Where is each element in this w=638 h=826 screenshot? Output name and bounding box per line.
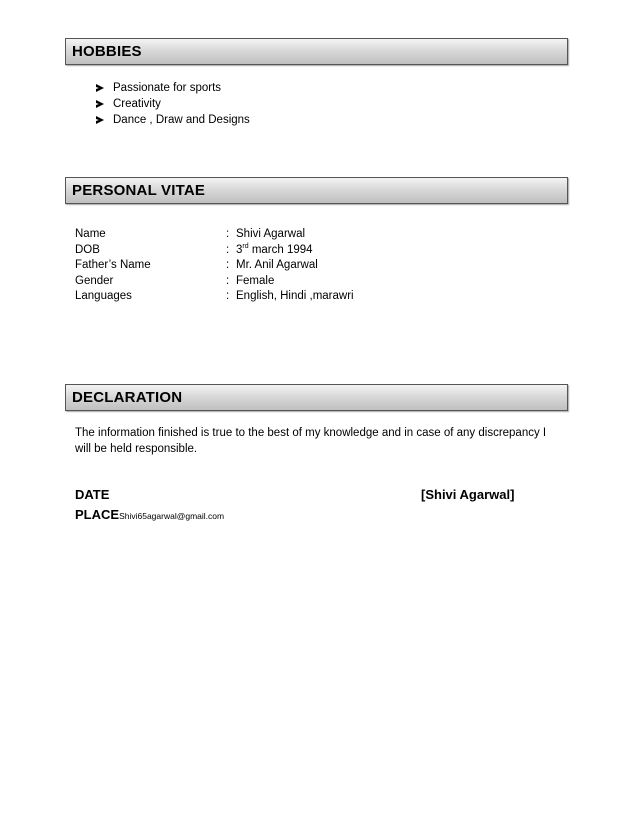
dob-rest: march 1994	[248, 243, 313, 256]
vitae-label: Name	[75, 228, 106, 240]
vitae-value	[236, 243, 313, 259]
vitae-label: Father’s Name	[75, 259, 151, 271]
list-item	[96, 112, 250, 128]
hobbies-list	[96, 80, 250, 128]
place-line	[75, 506, 224, 524]
vitae-value: Mr. Anil Agarwal	[236, 259, 318, 271]
vitae-value: Shivi Agarwal	[236, 228, 306, 240]
vitae-colon: :	[226, 259, 230, 271]
dob-day: 3	[236, 243, 243, 256]
arrowhead-bullet-icon	[96, 84, 104, 92]
vitae-label: DOB	[75, 243, 100, 256]
vitae-value: Female	[236, 274, 275, 287]
list-item	[96, 80, 250, 96]
arrowhead-bullet-icon	[96, 116, 104, 124]
declaration-text: The information finished is true to the best of my knowledge and in case of any discrepancy I will be held responsible.	[75, 427, 547, 455]
hobby-text: Dance , Draw and Designs	[113, 114, 250, 126]
vitae-colon: :	[226, 274, 230, 287]
vitae-label: Gender	[75, 274, 114, 287]
arrowhead-bullet-icon	[96, 100, 104, 108]
hobby-text: Passionate for sports	[113, 82, 222, 94]
place-email: Shivi65agarwal@gmail.com	[119, 511, 225, 521]
list-item	[96, 96, 250, 112]
date-label: DATE	[75, 487, 110, 502]
signature-name: [Shivi Agarwal]	[421, 487, 515, 502]
personal-vitae-title: PERSONAL VITAE	[72, 182, 206, 199]
dob-ordinal: rd	[242, 242, 249, 250]
personal-vitae-header	[65, 177, 568, 204]
place-label: PLACE	[75, 507, 120, 522]
vitae-colon: :	[226, 290, 230, 302]
vitae-value: English, Hindi ,marawri	[236, 290, 354, 302]
vitae-colon: :	[226, 228, 230, 240]
hobbies-title: HOBBIES	[72, 43, 142, 60]
hobby-text: Creativity	[113, 98, 161, 110]
hobbies-header	[65, 38, 568, 65]
declaration-header	[65, 384, 568, 411]
vitae-label: Languages	[75, 290, 132, 302]
declaration-title: DECLARATION	[72, 389, 183, 406]
vitae-colon: :	[226, 243, 230, 256]
